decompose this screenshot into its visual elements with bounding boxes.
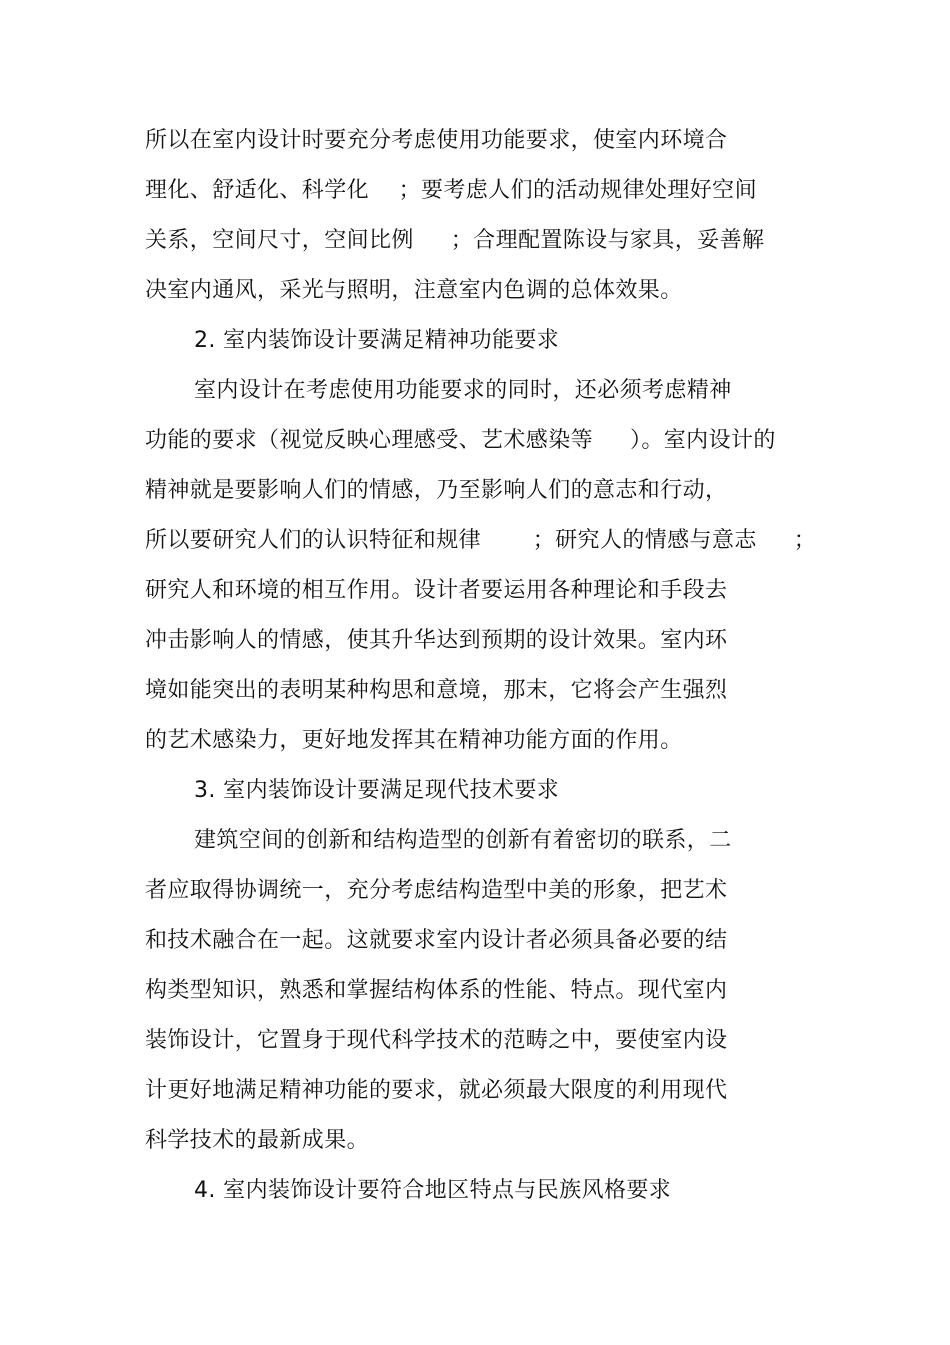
paragraph-first-line: 室内设计在考虑使用功能要求的同时，还必须考虑精神 (194, 378, 732, 403)
section-heading-4: 4. 室内装饰设计要符合地区特点与民族风格要求 (194, 1178, 672, 1203)
body-text-line: 装饰设计，它置身于现代科学技术的范畴之中，要使室内设 (145, 1028, 728, 1053)
section-heading-3: 3. 室内装饰设计要满足现代技术要求 (194, 778, 560, 803)
body-text-line: 精神就是要影响人们的情感，乃至影响人们的意志和行动， (145, 478, 728, 503)
body-text-line: 关系，空间尺寸，空间比例 ；合理配置陈设与家具，妥善解 (145, 228, 765, 253)
body-text-line: 构类型知识，熟悉和掌握结构体系的性能、特点。现代室内 (145, 978, 728, 1003)
body-text-line: 功能的要求（视觉反映心理感受、艺术感染等 ）。室内设计的 (145, 428, 776, 453)
body-text-line: 计更好地满足精神功能的要求，就必须最大限度的利用现代 (145, 1078, 728, 1103)
paragraph-first-line: 建筑空间的创新和结构造型的创新有着密切的联系，二 (194, 828, 732, 853)
body-text-line: 决室内通风，采光与照明，注意室内色调的总体效果。 (145, 278, 683, 303)
body-text-line: 冲击影响人的情感，使其升华达到预期的设计效果。室内环 (145, 628, 728, 653)
body-text-line: 者应取得协调统一，充分考虑结构造型中美的形象，把艺术 (145, 878, 728, 903)
body-text-line: 研究人和环境的相互作用。设计者要运用各种理论和手段去 (145, 578, 728, 603)
body-text-line: 境如能突出的表明某种构思和意境，那末，它将会产生强烈 (145, 678, 728, 703)
body-text-line: 科学技术的最新成果。 (145, 1128, 370, 1153)
body-text-line: 所以要研究人们的认识特征和规律 ；研究人的情感与意志 ； (145, 528, 817, 553)
body-text-line: 的艺术感染力，更好地发挥其在精神功能方面的作用。 (145, 728, 683, 753)
body-text-line: 所以在室内设计时要充分考虑使用功能要求，使室内环境合 (145, 128, 728, 153)
body-text-line: 理化、舒适化、科学化 ；要考虑人们的活动规律处理好空间 (145, 178, 757, 203)
section-heading-2: 2. 室内装饰设计要满足精神功能要求 (194, 328, 560, 353)
body-text-line: 和技术融合在一起。这就要求室内设计者必须具备必要的结 (145, 928, 728, 953)
